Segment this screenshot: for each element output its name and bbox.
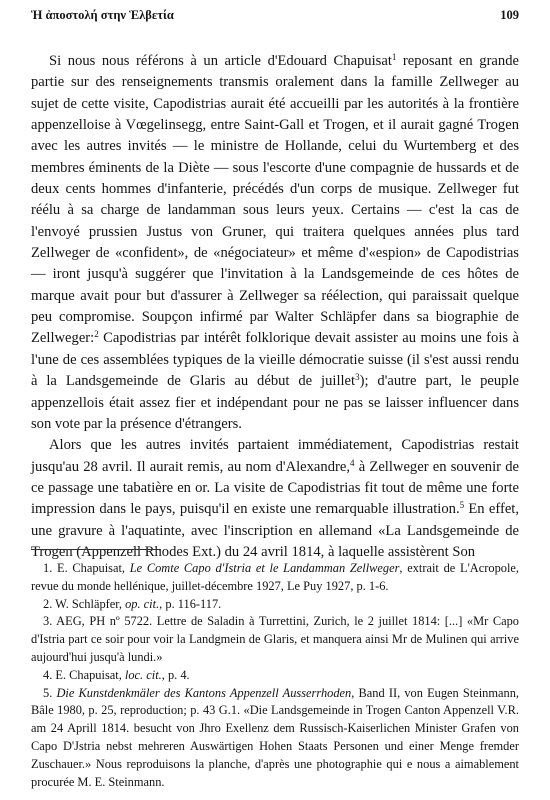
text-run: reposant en grande partie sur des renseignements transmis oralement dans la famille Zellweger au sujet de cette visite, Capodistrias aurait été accueilli par les autorités à la frontière appenzelloise à Vœgelinsegg, entre Saint-Gall et Trogen, et il aurait gagné Trogen avec les autres invités — le ministre de Hollande, celui du Wurtemberg et des membres éminents de la Diète — sous l'escorte d'une compagnie de hussards et de deux cents hommes d'infanterie, précédés d'un corps de musique. Zellweger fut réélu à sa charge de landamman sous leurs yeux. Certains — c'est la cas de l'envoyé prussien Justus von Gruner, qui traitera quelques années plus tard Zellweger de «confident», de «négociateur» et même d'«espion» de Capodistrias — iront jusqu'à suggérer que l'invitation à la Landsgemeinde de ces hôtes de marque avait pour but d'assurer à Zellweger sa réélection, qui paraissait quelque peu compromise. Soupçon infirmé par Walter Schläpfer dans sa biographie de Zellweger: — [31, 53, 519, 347]
text-run: Alors que les autres invités partaient immédiatement, Capodistrias restait jusqu'au 28 avril. Il aurait remis, au nom d'Alexandre, — [31, 437, 519, 475]
text-run: ); d'autre part, le peuple appenzellois était assez fier et indépendant pour ne pas se laisser influencer dans son vote par la présence d'étrangers. — [31, 373, 519, 432]
footnote — [31, 667, 519, 685]
text-run: , Band II, von Eugen Steinmann, Bâle 1980, p. 25, reproduction; p. 43 G.1. «Die Landsgemeinde in Trogen Canton Appenzell V.R. am 24 Aprill 1814. besucht von Jhro Exellenz dem Russisch-Kaiserlichen Minister Grafen von Capo D'Jstria nebst mehreren Auswärtigen Hohen Staats Personen und einer Menge fremder Zuschauer.» Nous reproduisons la planche, d'après une photographie qui e nous a aimablement procurée M. E. Steinmann. — [31, 685, 520, 789]
footnote-ref: 3 — [355, 372, 360, 383]
body-text — [31, 51, 519, 563]
text-run: 5. — [43, 685, 57, 700]
text-run: 2. W. Schläpfer, — [43, 596, 126, 611]
footnote — [31, 685, 519, 792]
text-run: , extrait de L'Acropole, revue du monde hellénique, juillet-décembre 1927, Le Puy 1927, p. 1-6. — [31, 561, 519, 593]
footnote — [31, 596, 519, 614]
text-run: 4. E. Chapuisat, — [43, 667, 125, 682]
text-run: à Zellweger en souvenir de ce passage une tabatière en or. La visite de Capodistrias fit tout de même une forte impression dans le pays, puisqu'il en existe une remarquable illustration. — [31, 458, 519, 518]
footnote-ref: 5 — [459, 500, 465, 511]
running-title: Ἡ ἀποστολή στην Ἑλβετία — [31, 8, 174, 22]
footnote-ref: 1 — [391, 52, 397, 62]
text-run: Capodistrias par intérêt folklorique devait assister au moins une fois à l'une de ces assemblées typiques de la vieille démocratie suisse (il s'est aussi rendu à la Landsgemeinde de Glaris au début de juillet — [31, 330, 519, 390]
footnote — [31, 613, 519, 666]
italic-run: loc. cit. — [124, 667, 162, 682]
text-run: Si nous nous référons à un article d'Edouard Chapuisat — [49, 53, 392, 69]
body-paragraph — [31, 51, 519, 435]
italic-run: Le Comte Capo d'Istria et le Landamman Zellweger — [129, 561, 400, 575]
page-number: 109 — [500, 8, 519, 22]
footnotes — [31, 560, 519, 791]
running-head — [31, 8, 519, 26]
text-run: , p. 4. — [161, 667, 190, 682]
footnote-ref: 4 — [350, 457, 355, 468]
italic-run: Die Kunstdenkmäler des Kantons Appenzell Ausserrhoden — [56, 685, 352, 700]
body-paragraph — [31, 435, 519, 563]
text-run: En effet, une gravure à l'aquatinte, avec l'inscription en allemand «La Landsgemeinde de Trogen (Appenzell Rhodes Ext.) du 24 avril 1814, à laquelle assistèrent Son — [31, 501, 519, 560]
footnote — [31, 560, 519, 596]
footnote-separator — [31, 549, 161, 550]
footnote-ref: 2 — [94, 329, 99, 340]
text-run: 3. AEG, PH nº 5722. Lettre de Saladin à Turrettini, Zurich, le 2 juillet 1814: [...] «Mr Capo d'Istria part ce soir pour voir la Landgmein de Glaris, et manquera ainsi Mr de Mulinen qui arrive aujourd'hui jusqu'à lundi.» — [31, 614, 519, 664]
text-run: , p. 116-117. — [159, 596, 222, 611]
italic-run: op. cit. — [125, 596, 160, 611]
text-run: 1. E. Chapuisat, — [43, 561, 130, 575]
